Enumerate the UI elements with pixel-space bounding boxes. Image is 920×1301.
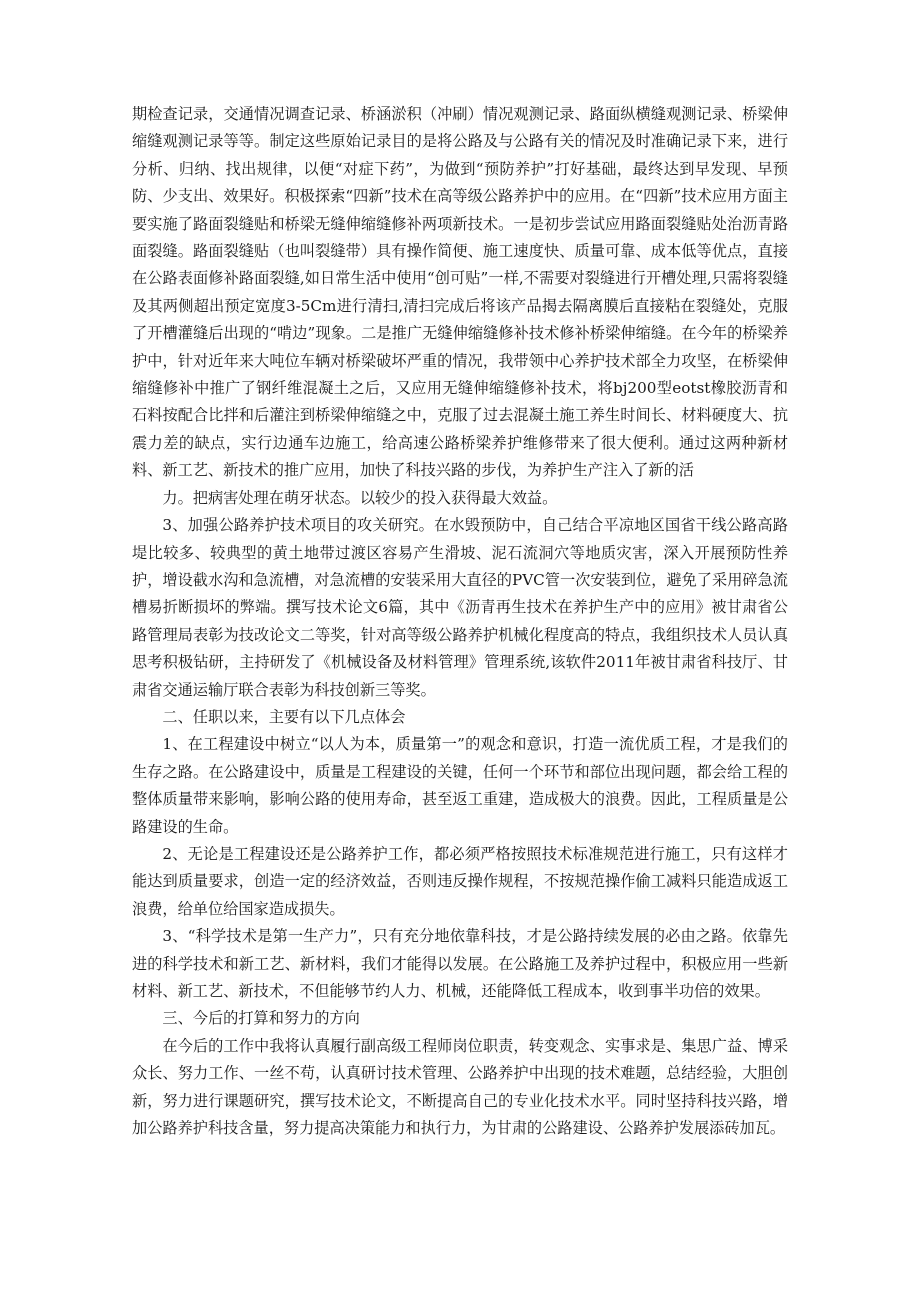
paragraph-experience-2: 2、无论是工程建设还是公路养护工作，都必须严格按照技术标准规范进行施工，只有这样才能达到质量要求，创造一定的经济效益，否则违反操作规程，不按规范操作偷工减料只能造成返工浪费，给单位给国家造成损失。 xyxy=(132,844,788,918)
paragraph-experience-3: 3、“科学技术是第一生产力”，只有充分地依靠科技，才是公路持续发展的必由之路。依靠先进的科学技术和新工艺、新材料，我们才能得以发展。在公路施工及养护过程中，积极应用一些新材料、新工艺、新技术，不但能够节约人力、机械，还能降低工程成本，收到事半功倍的效果。 xyxy=(132,927,788,1000)
paragraph-continued: 期检查记录，交通情况调查记录、桥涵淤积（冲刷）情况观测记录、路面纵横缝观测记录、桥梁伸缩缝观测记录等等。制定这些原始记录目的是将公路及与公路有关的情况及时准确记录下来，进行分析、归纳、找出规律，以便“对症下药”，为做到“预防养护”打好基础，最终达到早发现、早预防、少支出、效果好。积极探索“四新”技术在高等级公路养护中的应用。在“四新”技术应用方面主要实施了路面裂缝贴和桥梁无缝伸缩缝修补两项新技术。一是初步尝试应用路面裂缝贴处治沥青路面裂缝。路面裂缝贴（也叫裂缝带）具有操作简便、施工速度快、质量可靠、成本低等优点，直接在公路表面修补路面裂缝,如日常生活中使用“创可贴”一样,不需要对裂缝进行开槽处理,只需将裂缝及其两侧超出预定宽度3-5Cm进行清扫,清扫完成后将该产品揭去隔离膜后直接粘在裂缝处，克服了开槽灌缝后出现的“啃边”现象。二是推广无缝伸缩缝修补技术修补桥梁伸缩缝。在今年的桥梁养护中，针对近年来大吨位车辆对桥梁破坏严重的情况，我带领中心养护技术部全力攻坚，在桥梁伸缩缝修补中推广了钢纤维混凝土之后，又应用无缝伸缩缝修补技术，将bj200型eotst橡胶沥青和石料按配合比拌和后灌注到桥梁伸缩缝之中，克服了过去混凝土施工养生时间长、材料硬度大、抗震力差的缺点，实行边通车边施工，给高速公路桥梁养护维修带来了很大便利。通过这两种新材料、新工艺、新技术的推广应用，加快了科技兴路的步伐，为养护生产注入了新的活 xyxy=(132,105,788,480)
paragraph-fragment: 力。把病害处理在萌牙状态。以较少的投入获得最大效益。 xyxy=(162,488,558,507)
paragraph-experience-1: 1、在工程建设中树立“以人为本，质量第一”的观念和意识，打造一流优质工程，才是我们的生存之路。在公路建设中，质量是工程建设的关键，任何一个环节和部位出现问题，都会给工程的整体质量带来影响，影响公路的使用寿命，甚至返工重建，造成极大的浪费。因此，工程质量是公路建设的生命。 xyxy=(132,735,788,836)
section-heading-plans: 三、今后的打算和努力的方向 xyxy=(162,1009,360,1028)
section-heading-experience: 二、任职以来，主要有以下几点体会 xyxy=(162,707,406,726)
paragraph-research: 3、加强公路养护技术项目的攻关研究。在水毁预防中，自己结合平凉地区国省干线公路高路堤比较多、较典型的黄土地带过渡区容易产生滑坡、泥石流洞穴等地质灾害，深入开展预防性养护，增设截水沟和急流槽，对急流槽的安装采用大直径的PVC管一次安装到位，避免了采用碎急流槽易折断损坏的弊端。撰写技术论文6篇，其中《沥青再生技术在养护生产中的应用》被甘肃省公路管理局表彰为技改论文二等奖，针对高等级公路养护机械化程度高的特点，我组织技术人员认真思考积极钻研，主持研发了《机械设备及材料管理》管理系统,该软件2011年被甘肃省科技厅、甘肃省交通运输厅联合表彰为科技创新三等奖。 xyxy=(132,516,788,699)
paragraph-plans: 在今后的工作中我将认真履行副高级工程师岗位职责，转变观念、实事求是、集思广益、博采众长、努力工作、一丝不苟，认真研讨技术管理、公路养护中出现的技术难题，总结经验，大胆创新，努力进行课题研究，撰写技术论文，不断提高自己的专业化技术水平。同时坚持科技兴路，增加公路养护科技含量，努力提高决策能力和执行力，为甘肃的公路建设、公路养护发展添砖加瓦。 xyxy=(132,1036,788,1138)
document-page xyxy=(132,101,788,1142)
